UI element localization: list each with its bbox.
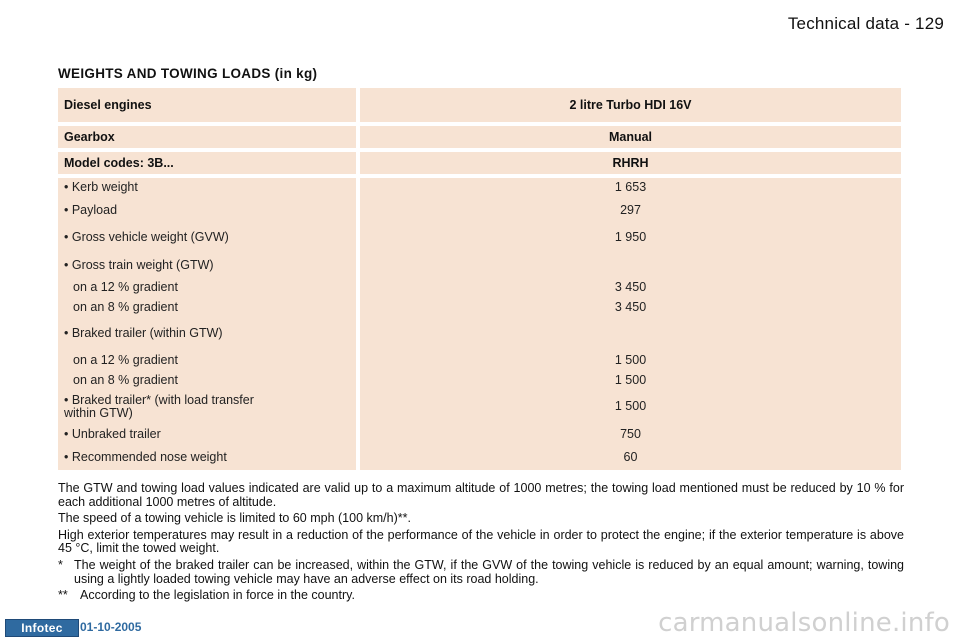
watermark: carmanualsonline.info [658,608,950,638]
gearbox-label: Gearbox [58,126,356,148]
braked-8-gradient-label: on an 8 % gradient [73,373,178,387]
weights-table [58,88,901,470]
footnote-1-mark: * [58,557,63,572]
payload-label: • Payload [64,203,118,217]
engine-label: Diesel engines [58,88,356,122]
note-altitude: The GTW and towing load values indicated are valid up to a maximum altitude of 1000 metres; the towing load mentioned must be reduced by 10 % for each additional 1000 metres of altitude. [58,481,904,509]
note-speed: The speed of a towing vehicle is limited to 60 mph (100 km/h)**. [58,511,411,526]
gvw-label: • Gross vehicle weight (GVW) [64,230,229,244]
gtw-12-gradient-value: 3 450 [614,280,647,294]
kerb-weight-label: • Kerb weight [64,180,138,194]
braked-12-gradient-value: 1 500 [614,353,647,367]
nose-weight-label: • Recommended nose weight [64,450,227,464]
footnote-2 [58,589,904,603]
model-label: Model codes: 3B... [58,152,356,174]
gtw-label: • Gross train weight (GTW) [64,258,214,272]
braked-trailer-load-transfer-value: 1 500 [614,399,647,413]
braked-trailer-label: • Braked trailer (within GTW) [64,326,223,340]
model-value: RHRH [360,152,901,174]
unbraked-trailer-value: 750 [620,427,641,441]
note-temperature: High exterior temperatures may result in a reduction of the performance of the vehicle in order to protect the engine; if the exterior temperature is above 45 °C, limit the towed weight. [58,527,904,556]
engine-value: 2 litre Turbo HDI 16V [360,88,901,122]
footer-date: 01-10-2005 [80,620,142,634]
braked-trailer-load-transfer-label: • Braked trailer* (with load transfer within GTW) [64,393,254,420]
weights-values-column [360,178,901,470]
footnote-2-text: According to the legislation in force in the country. [80,588,355,603]
kerb-weight-value: 1 653 [614,180,647,194]
notes [58,482,904,603]
braked-8-gradient-value: 1 500 [614,373,647,387]
footnote-1 [58,559,904,586]
model-row [58,152,901,174]
engine-row [58,88,901,122]
gearbox-row [58,126,901,148]
unbraked-trailer-label: • Unbraked trailer [64,427,161,441]
gvw-value: 1 950 [614,230,647,244]
gtw-8-gradient-label: on an 8 % gradient [73,300,178,314]
gearbox-value: Manual [360,126,901,148]
gtw-12-gradient-label: on a 12 % gradient [73,280,178,294]
gtw-8-gradient-value: 3 450 [614,300,647,314]
infotec-badge: Infotec [5,619,79,637]
weights-body [58,178,901,470]
weights-labels-column [58,178,356,470]
page-header: Technical data - 129 [787,14,944,33]
section-title: WEIGHTS AND TOWING LOADS (in kg) [58,66,318,81]
footnote-1-text: The weight of the braked trailer can be increased, within the GTW, if the GVW of the towing vehicle is reduced by an equal amount; warning, towing using a lightly loaded towing vehicle may have an adverse effect on its road holding. [74,557,904,586]
braked-12-gradient-label: on a 12 % gradient [73,353,178,367]
footnote-2-mark: ** [58,588,68,603]
nose-weight-value: 60 [623,450,638,464]
payload-value: 297 [620,203,641,217]
